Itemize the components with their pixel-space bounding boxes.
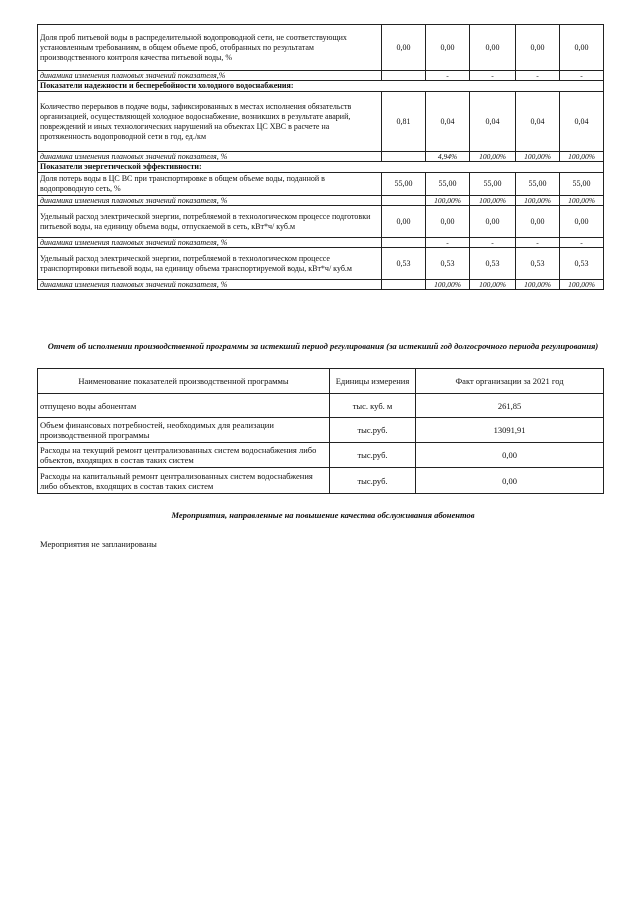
indicator-value: 0,00 bbox=[426, 25, 470, 71]
indicator-value: 55,00 bbox=[426, 173, 470, 196]
dynamics-row bbox=[38, 196, 604, 206]
indicator-value: 55,00 bbox=[560, 173, 604, 196]
dynamics-value: - bbox=[560, 238, 604, 248]
indicator-value: 0,00 bbox=[426, 206, 470, 238]
report-header-unit: Единицы измерения bbox=[330, 369, 416, 394]
report-row bbox=[38, 418, 604, 443]
dynamics-value: - bbox=[470, 71, 516, 81]
report-row-name: отпущено воды абонентам bbox=[38, 394, 330, 418]
indicator-value: 0,00 bbox=[560, 206, 604, 238]
indicator-value: 0,04 bbox=[560, 92, 604, 152]
dynamics-value: 100,00% bbox=[426, 280, 470, 290]
dynamics-label: динамика изменения плановых значений показателя, % bbox=[38, 196, 382, 206]
dynamics-value: 4,94% bbox=[426, 152, 470, 162]
dynamics-row bbox=[38, 280, 604, 290]
dynamics-value: 100,00% bbox=[470, 196, 516, 206]
indicator-value: 0,00 bbox=[516, 25, 560, 71]
indicator-value: 0,04 bbox=[426, 92, 470, 152]
report-row-unit: тыс.руб. bbox=[330, 468, 416, 494]
dynamics-value bbox=[382, 238, 426, 248]
dynamics-row bbox=[38, 238, 604, 248]
report-row-value: 0,00 bbox=[416, 468, 604, 494]
dynamics-value bbox=[382, 152, 426, 162]
events-note: Мероприятия не запланированы bbox=[40, 539, 157, 549]
dynamics-label: динамика изменения плановых значений показателя, % bbox=[38, 280, 382, 290]
report-header-name: Наименование показателей производственной программы bbox=[38, 369, 330, 394]
indicator-value: 0,00 bbox=[470, 206, 516, 238]
indicator-row bbox=[38, 248, 604, 280]
indicator-value: 0,00 bbox=[560, 25, 604, 71]
indicator-value: 0,00 bbox=[382, 206, 426, 238]
indicator-value: 55,00 bbox=[382, 173, 426, 196]
indicator-value: 0,00 bbox=[516, 206, 560, 238]
report-title: Отчет об исполнении производственной программы за истекший период регулирования (за истекший год долгосрочного периода регулирования) bbox=[47, 341, 599, 351]
indicator-value: 0,53 bbox=[426, 248, 470, 280]
dynamics-value: 100,00% bbox=[516, 152, 560, 162]
indicator-name: Удельный расход электрической энергии, потребляемой в технологическом процессе подготовки питьевой воды, на единицу объема воды, отпускаемой в сеть, кВт*ч/ куб.м bbox=[38, 206, 382, 238]
section-row bbox=[38, 162, 604, 173]
indicators-table-body bbox=[38, 25, 604, 290]
indicator-value: 55,00 bbox=[516, 173, 560, 196]
report-row-unit: тыс.руб. bbox=[330, 418, 416, 443]
indicator-name: Количество перерывов в подаче воды, зафиксированных в местах исполнения обязательств организацией, осуществляющей холодное водоснабжение, возникших в результате аварий, повреждений и иных технологических нарушений на объектах ЦС ХВС в расчете на протяженность водопроводной сети в год, ед./км bbox=[38, 92, 382, 152]
indicator-value: 0,00 bbox=[470, 25, 516, 71]
indicator-row bbox=[38, 206, 604, 238]
dynamics-value: 100,00% bbox=[560, 280, 604, 290]
report-header-fact: Факт организации за 2021 год bbox=[416, 369, 604, 394]
dynamics-value: 100,00% bbox=[470, 280, 516, 290]
dynamics-value: - bbox=[516, 71, 560, 81]
report-row-name: Расходы на капитальный ремонт централизованных систем водоснабжения либо объектов, входящих в состав таких систем bbox=[38, 468, 330, 494]
events-title: Мероприятия, направленные на повышение качества обслуживания абонентов bbox=[171, 510, 475, 520]
indicator-name: Удельный расход электрической энергии, потребляемой в технологическом процессе транспортировки питьевой воды, на единицу объема транспортируемой воды, кВт*ч/ куб.м bbox=[38, 248, 382, 280]
section-row bbox=[38, 81, 604, 92]
report-row-name: Объем финансовых потребностей, необходимых для реализации производственной программы bbox=[38, 418, 330, 443]
dynamics-row bbox=[38, 152, 604, 162]
dynamics-value: 100,00% bbox=[560, 152, 604, 162]
section-title: Показатели энергетической эффективности: bbox=[38, 162, 604, 173]
dynamics-value: - bbox=[426, 238, 470, 248]
report-row bbox=[38, 443, 604, 468]
indicator-value: 0,53 bbox=[382, 248, 426, 280]
indicator-name: Доля проб питьевой воды в распределительной водопроводной сети, не соответствующих установленным требованиям, в общем объеме проб, отобранных по результатам производственного контроля качества питьевой воды, % bbox=[38, 25, 382, 71]
indicator-value: 0,53 bbox=[516, 248, 560, 280]
dynamics-value: - bbox=[516, 238, 560, 248]
indicator-value: 0,00 bbox=[382, 25, 426, 71]
dynamics-value: - bbox=[426, 71, 470, 81]
report-row bbox=[38, 468, 604, 494]
indicator-value: 0,53 bbox=[470, 248, 516, 280]
indicator-value: 55,00 bbox=[470, 173, 516, 196]
report-row-value: 261,85 bbox=[416, 394, 604, 418]
dynamics-value: 100,00% bbox=[470, 152, 516, 162]
indicator-value: 0,04 bbox=[516, 92, 560, 152]
report-header-row bbox=[38, 369, 604, 394]
dynamics-value: 100,00% bbox=[560, 196, 604, 206]
section-title: Показатели надежности и бесперебойности холодного водоснабжения: bbox=[38, 81, 604, 92]
dynamics-label: динамика изменения плановых значений показателя,% bbox=[38, 71, 382, 81]
dynamics-value: 100,00% bbox=[516, 280, 560, 290]
indicator-value: 0,04 bbox=[470, 92, 516, 152]
indicator-row bbox=[38, 173, 604, 196]
indicator-value: 0,81 bbox=[382, 92, 426, 152]
report-row-unit: тыс.руб. bbox=[330, 443, 416, 468]
dynamics-value: - bbox=[470, 238, 516, 248]
report-row-name: Расходы на текущий ремонт централизованных систем водоснабжения либо объектов, входящих в состав таких систем bbox=[38, 443, 330, 468]
indicator-value: 0,53 bbox=[560, 248, 604, 280]
dynamics-row bbox=[38, 71, 604, 81]
indicator-row bbox=[38, 92, 604, 152]
report-row-value: 13091,91 bbox=[416, 418, 604, 443]
dynamics-value bbox=[382, 71, 426, 81]
dynamics-value: - bbox=[560, 71, 604, 81]
indicators-table bbox=[37, 24, 604, 290]
dynamics-label: динамика изменения плановых значений показателя, % bbox=[38, 152, 382, 162]
report-row-unit: тыс. куб. м bbox=[330, 394, 416, 418]
dynamics-value bbox=[382, 196, 426, 206]
indicator-name: Доля потерь воды в ЦС ВС при транспортировке в общем объеме воды, поданной в водопроводную сеть, % bbox=[38, 173, 382, 196]
report-table bbox=[37, 368, 604, 494]
dynamics-value bbox=[382, 280, 426, 290]
dynamics-label: динамика изменения плановых значений показателя, % bbox=[38, 238, 382, 248]
report-row bbox=[38, 394, 604, 418]
dynamics-value: 100,00% bbox=[426, 196, 470, 206]
dynamics-value: 100,00% bbox=[516, 196, 560, 206]
indicator-row bbox=[38, 25, 604, 71]
report-row-value: 0,00 bbox=[416, 443, 604, 468]
report-table-body bbox=[38, 394, 604, 494]
